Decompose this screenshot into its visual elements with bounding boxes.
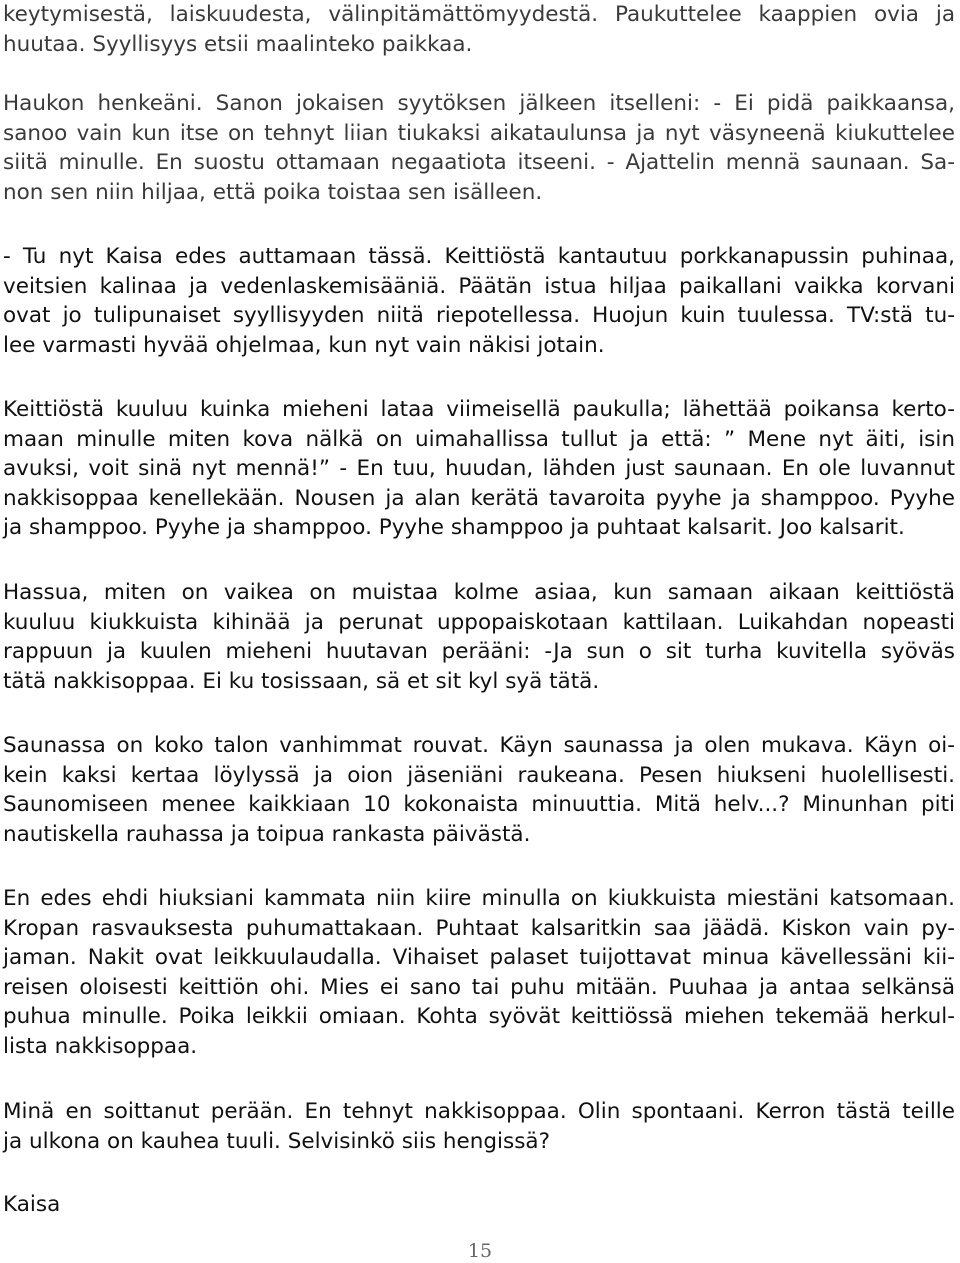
text-line: tätä nakkisoppaa. Ei ku tosissaan, sä et sit kyl syä tätä. xyxy=(3,668,600,694)
text-line: lee varmasti hyvää ohjelmaa, kun nyt vain näkisi jotain. xyxy=(3,332,605,358)
text-line: ja shamppoo. Pyyhe ja shamppoo. Pyyhe shamppoo ja puhtaat kalsarit. Joo kalsarit. xyxy=(3,515,905,540)
text-line: huutaa. Syyllisyys etsii maalinteko paikkaa. xyxy=(3,31,473,57)
text-line: maan minulle miten kova nälkä on uimahallissa tullut ja että: ” Mene nyt äiti, isin xyxy=(3,426,955,452)
text-line: nakkisoppaa kenellekään. Nousen ja alan kerätä tavaroita pyyhe ja shamppoo. Pyyhe xyxy=(3,485,955,511)
text-line: jaman. Nakit ovat leikkuulaudalla. Vihaiset palaset tuijottavat minua kävellessäni kii- xyxy=(3,945,955,970)
paragraph-5 xyxy=(3,578,955,696)
text-line: Haukon henkeäni. Sanon jokaisen syytöksen jälkeen itselleni: - Ei pidä paikkaansa, xyxy=(3,91,955,116)
text-line: kuuluu kiukkuista kihinää ja perunat uppopaiskotaan kattilaan. Luikahdan nopeasti xyxy=(3,609,955,635)
text-line: kein kaksi kertaa löylyssä ja oion jäseniäni raukeana. Pesen hiukseni huolellisesti. xyxy=(3,762,955,788)
text-line: siitä minulle. En suostu ottamaan negaatiota itseeni. - Ajattelin mennä saunaan. Sa- xyxy=(3,150,955,175)
paragraph-8 xyxy=(3,1097,955,1156)
text-line: ovat jo tulipunaiset syyllisyyden niitä riepotellessa. Huojun kuin tuulessa. TV:stä tu- xyxy=(3,303,955,328)
text-line: rappuun ja kuulen mieheni huutavan perääni: -Ja sun o sit turha kuvitella syöväs xyxy=(3,639,955,664)
text-line: non sen niin hiljaa, että poika toistaa sen isälleen. xyxy=(3,179,543,205)
text-line: sanoo vain kun itse on tehnyt liian tiukaksi aikataulunsa ja nyt väsyneenä kiukuttelee xyxy=(3,120,955,146)
text-line: Saunassa on koko talon vanhimmat rouvat. Käyn saunassa ja olen mukava. Käyn oi- xyxy=(3,733,955,758)
text-line: avuksi, voit sinä nyt mennä!” - En tuu, huudan, lähden just saunaan. En ole luvannut xyxy=(3,456,955,481)
text-line: Saunomiseen menee kaikkiaan 10 kokonaista minuuttia. Mitä helv...? Minunhan piti xyxy=(3,792,955,817)
text-line: En edes ehdi hiuksiani kammata niin kiire minulla on kiukkuista miestäni katsomaan. xyxy=(3,886,955,911)
text-line: Minä en soittanut perään. En tehnyt nakkisoppaa. Olin spontaani. Kerron tästä teille xyxy=(3,1099,955,1124)
paragraph-3 xyxy=(3,242,955,360)
signature: Kaisa xyxy=(3,1192,61,1217)
text-line: veitsien kalinaa ja vedenlaskemisääniä. Päätän istua hiljaa paikallani vaikka korvani xyxy=(3,273,955,299)
text-line: ja ulkona on kauhea tuuli. Selvisinkö siis hengissä? xyxy=(3,1128,551,1154)
paragraph-4 xyxy=(3,395,955,543)
page-number: 15 xyxy=(467,1240,493,1262)
text-line: puhua minulle. Poika leikkii omiaan. Kohta syövät keittiössä miehen tekemää herkul- xyxy=(3,1004,955,1029)
text-line: Kropan rasvauksesta puhumattakaan. Puhtaat kalsaritkin saa jäädä. Kiskon vain py- xyxy=(3,915,955,941)
paragraph-1 xyxy=(3,0,955,59)
text-line: Hassua, miten on vaikea on muistaa kolme asiaa, kun samaan aikaan keittiöstä xyxy=(3,580,955,605)
text-line: lista nakkisoppaa. xyxy=(3,1033,198,1059)
paragraph-7 xyxy=(3,884,955,1061)
paragraph-2 xyxy=(3,89,955,207)
text-line: - Tu nyt Kaisa edes auttamaan tässä. Keittiöstä kantautuu porkkanapussin puhinaa, xyxy=(3,244,955,269)
paragraph-6 xyxy=(3,731,955,849)
text-line: reisen oloisesti keittiön ohi. Mies ei sano tai puhu mitään. Puuhaa ja antaa selkänsä xyxy=(3,974,955,1000)
text-line: nautiskella rauhassa ja toipua rankasta päivästä. xyxy=(3,821,531,847)
text-line: keytymisestä, laiskuudesta, välinpitämättömyydestä. Paukuttelee kaappien ovia ja xyxy=(3,2,955,27)
text-line: Keittiöstä kuuluu kuinka mieheni lataa viimeisellä paukulla; lähettää poikansa kerto- xyxy=(3,397,955,422)
